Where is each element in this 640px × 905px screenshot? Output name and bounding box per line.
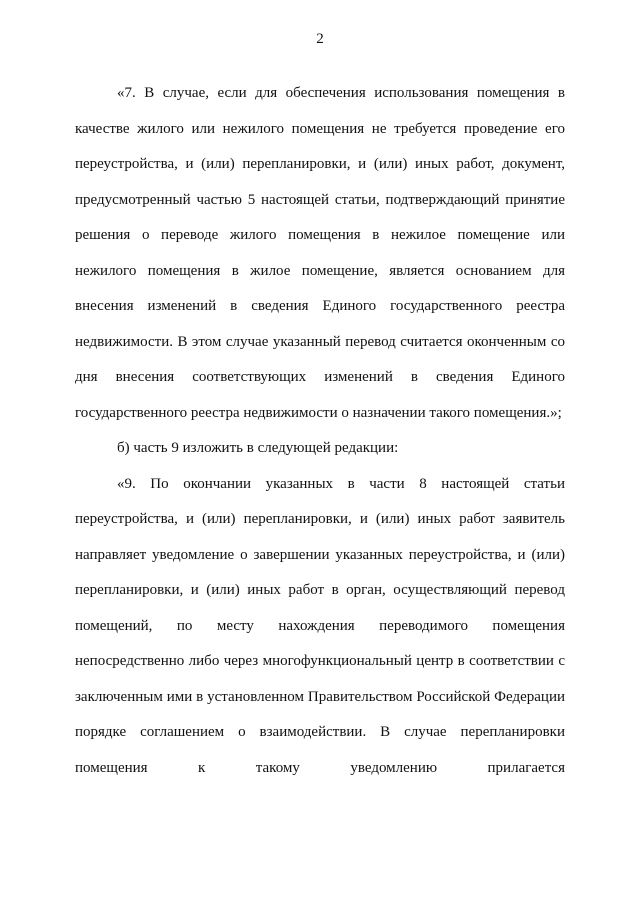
paragraph-b: б) часть 9 изложить в следующей редакции: [117,440,399,456]
paragraph-7: «7. В случае, если для обеспечения использования помещения в качестве жилого или нежилого помещения не требуется проведение его переустройства, и (или) перепланировки, и (или) иных работ, документ, предусмотренный частью 5 настоящей статьи, подтверждающий принятие решения о переводе жилого помещения в нежилое помещение или нежилого помещения в жилое помещение, является основанием для внесения изменений в сведения Единого государственного реестра недвижимости. В этом случае указанный перевод считается оконченным со дня внесения соответствующих изменений в сведения Единого государственного реестра недвижимости о назначении такого помещения.»; [75,85,565,421]
paragraph-9: «9. По окончании указанных в части 8 настоящей статьи переустройства, и (или) перепланировки, и (или) иных работ заявитель направляет уведомление о завершении указанных переустройства, и (или) перепланировки, и (или) иных работ в орган, осуществляющий перевод помещений, по месту нахождения переводимого помещения непосредственно либо через многофункциональный центр в соответствии с заключенным ими в установленном Правительством Российской Федерации порядке соглашением о взаимодействии. В случае перепланировки помещения к такому уведомлению прилагается [75,475,565,776]
page-number: 2 [316,31,324,47]
document-body [75,76,565,786]
